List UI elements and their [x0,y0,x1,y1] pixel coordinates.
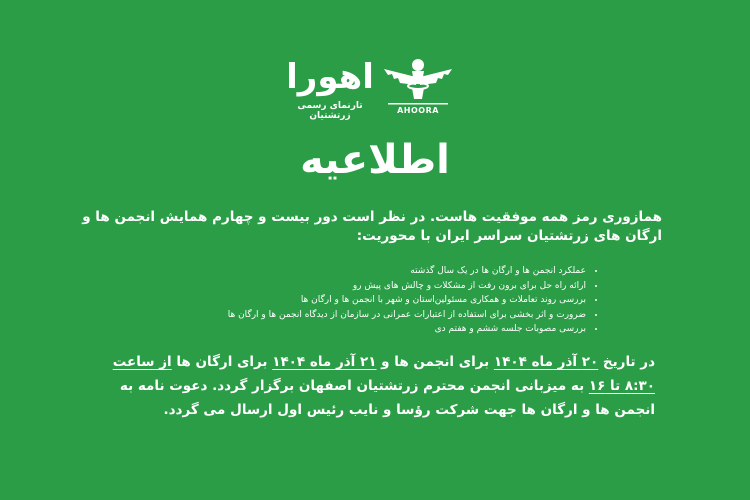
meeting-time: از ساعت ۸:۳۰ تا ۱۶ [112,354,655,394]
date-organs: ۲۱ آذر ماه ۱۴۰۴ [272,354,377,370]
agenda-list [126,264,602,337]
ahoora-logo [0,55,750,125]
logo-subtitle: تارنمای رسمی زرتشتیان [297,101,363,121]
agenda-item: • عملکرد انجمن ها و ارگان ها در یک سال گذشته [126,264,586,279]
details-text: برای انجمن ها و [376,354,494,370]
details-text: برای ارگان ها [171,354,273,370]
agenda-item: • ضرورت و اثر بخشی برای استفاده از اعتبارات عمرانی در سازمان از دیدگاه انجمن ها و ارگان ها [126,308,586,323]
agenda-item: • بررسی روند تعاملات و همکاری مسئولین‌استان و شهر با انجمن ها و ارگان ها [126,293,586,308]
details-text: به میزبانی انجمن محترم زرتشتیان اصفهان برگزار گردد. دعوت نامه به انجمن ها و ارگان ها جهت شرکت رؤسا و نایب رئیس اول ارسال می گردد. [119,378,655,418]
details-paragraph [85,350,655,422]
date-anjoman: ۲۰ آذر ماه ۱۴۰۴ [493,354,599,370]
details-text: در تاریخ [598,354,655,370]
logo-latin-text: AHOORA [397,106,439,115]
logo-brand-text: اهورا [286,57,374,97]
agenda-item: • ارائه راه حل برای برون رفت از مشکلات و چالش های پیش رو [126,279,586,294]
intro-paragraph: همازوری رمز همه موفقیت هاست. در نظر است دور بیست و چهارم همایش انجمن ها و ارگان های زرتشتیان سراسر ایران با محوریت: [82,209,662,244]
agenda-item: • بررسی مصوبات جلسه ششم و هفتم دی [126,322,586,337]
announcement-title: اطلاعیه [300,137,450,183]
